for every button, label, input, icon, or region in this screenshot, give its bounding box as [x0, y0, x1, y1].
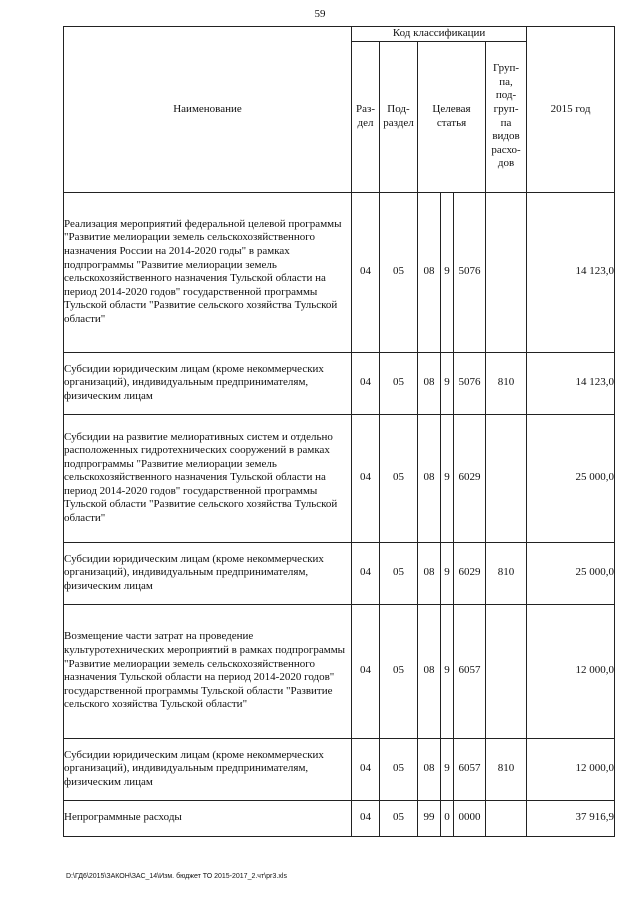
table-row	[64, 352, 615, 414]
row-target-program: 99	[418, 800, 441, 836]
row-section: 04	[352, 352, 380, 414]
table-row	[64, 192, 615, 352]
row-target-program: 08	[418, 738, 441, 800]
table-body	[64, 192, 615, 836]
row-name: Субсидии на развитие мелиоративных систем и отдельно расположенных гидротехнических сооружений в рамках подпрограммы "Развитие мелиорации земель сельскохозяйственного назначения Тульской области на период 2014-2020 годов" государственной программы Тульской области "Развитие сельского хозяйства Тульской области"	[64, 414, 352, 542]
row-target-direction: 5076	[454, 192, 486, 352]
row-target-direction: 6029	[454, 542, 486, 604]
row-target-direction: 6057	[454, 604, 486, 738]
row-section: 04	[352, 192, 380, 352]
row-target-subprogram: 9	[441, 738, 454, 800]
row-name: Субсидии юридическим лицам (кроме некоммерческих организаций), индивидуальным предпринимателям, физическим лицам	[64, 352, 352, 414]
header-year: 2015 год	[527, 27, 615, 193]
row-amount: 25 000,0	[527, 414, 615, 542]
footer-file-path: D:\ГД6\2015\ЗАКОН\ЗАС_14\Изм. бюджет ТО 2015-2017_2.чт\рг3.xls	[66, 873, 287, 880]
row-subsection: 05	[380, 414, 418, 542]
row-subsection: 05	[380, 352, 418, 414]
row-name: Непрограммные расходы	[64, 800, 352, 836]
row-expense-type: 810	[486, 738, 527, 800]
row-target-program: 08	[418, 192, 441, 352]
row-expense-type	[486, 414, 527, 542]
row-subsection: 05	[380, 542, 418, 604]
row-amount: 25 000,0	[527, 542, 615, 604]
header-expense-group: Груп- па, под- груп- па видов расхо- дов	[486, 41, 527, 192]
row-subsection: 05	[380, 604, 418, 738]
row-target-subprogram: 9	[441, 352, 454, 414]
row-target-subprogram: 9	[441, 604, 454, 738]
budget-table	[63, 26, 615, 837]
row-target-subprogram: 9	[441, 192, 454, 352]
row-expense-type: 810	[486, 542, 527, 604]
row-section: 04	[352, 604, 380, 738]
row-amount: 37 916,9	[527, 800, 615, 836]
row-target-direction: 5076	[454, 352, 486, 414]
row-section: 04	[352, 542, 380, 604]
row-target-subprogram: 0	[441, 800, 454, 836]
row-amount: 12 000,0	[527, 604, 615, 738]
row-subsection: 05	[380, 800, 418, 836]
row-target-program: 08	[418, 352, 441, 414]
row-subsection: 05	[380, 192, 418, 352]
header-name: Наименование	[64, 27, 352, 193]
row-name: Субсидии юридическим лицам (кроме некоммерческих организаций), индивидуальным предпринимателям, физическим лицам	[64, 542, 352, 604]
row-target-subprogram: 9	[441, 542, 454, 604]
row-target-program: 08	[418, 604, 441, 738]
table-row	[64, 542, 615, 604]
header-target-article: Целевая статья	[418, 41, 486, 192]
row-name: Реализация мероприятий федеральной целевой программы "Развитие мелиорации земель сельскохозяйственного назначения России на 2014-2020 годы" в рамках подпрограммы "Развитие мелиорации земель сельскохозяйственного назначения Тульской области на период 2014-2020 годов" государственной программы Тульской области "Развитие сельского хозяйства Тульской области"	[64, 192, 352, 352]
row-amount: 14 123,0	[527, 192, 615, 352]
header-row-1	[64, 27, 615, 42]
table-row	[64, 414, 615, 542]
row-section: 04	[352, 738, 380, 800]
page-number: 59	[314, 8, 326, 20]
header-section: Раз- дел	[352, 41, 380, 192]
row-target-program: 08	[418, 542, 441, 604]
row-name: Субсидии юридическим лицам (кроме некоммерческих организаций), индивидуальным предпринимателям, физическим лицам	[64, 738, 352, 800]
row-subsection: 05	[380, 738, 418, 800]
row-amount: 12 000,0	[527, 738, 615, 800]
row-expense-type	[486, 800, 527, 836]
row-target-direction: 6057	[454, 738, 486, 800]
row-section: 04	[352, 800, 380, 836]
row-target-direction: 0000	[454, 800, 486, 836]
table-row	[64, 604, 615, 738]
row-target-subprogram: 9	[441, 414, 454, 542]
row-amount: 14 123,0	[527, 352, 615, 414]
row-name: Возмещение части затрат на проведение культуротехнических мероприятий в рамках подпрограммы "Развитие мелиорации земель сельскохозяйственного назначения Тульской области на период 2014-2020 годов" государственной программы Тульской области "Развитие сельского хозяйства Тульской области"	[64, 604, 352, 738]
table-row	[64, 738, 615, 800]
header-classification-code: Код классификации	[352, 27, 527, 42]
header-subsection: Под- раздел	[380, 41, 418, 192]
row-expense-type	[486, 192, 527, 352]
row-section: 04	[352, 414, 380, 542]
row-target-program: 08	[418, 414, 441, 542]
row-target-direction: 6029	[454, 414, 486, 542]
table-row	[64, 800, 615, 836]
row-expense-type: 810	[486, 352, 527, 414]
row-expense-type	[486, 604, 527, 738]
